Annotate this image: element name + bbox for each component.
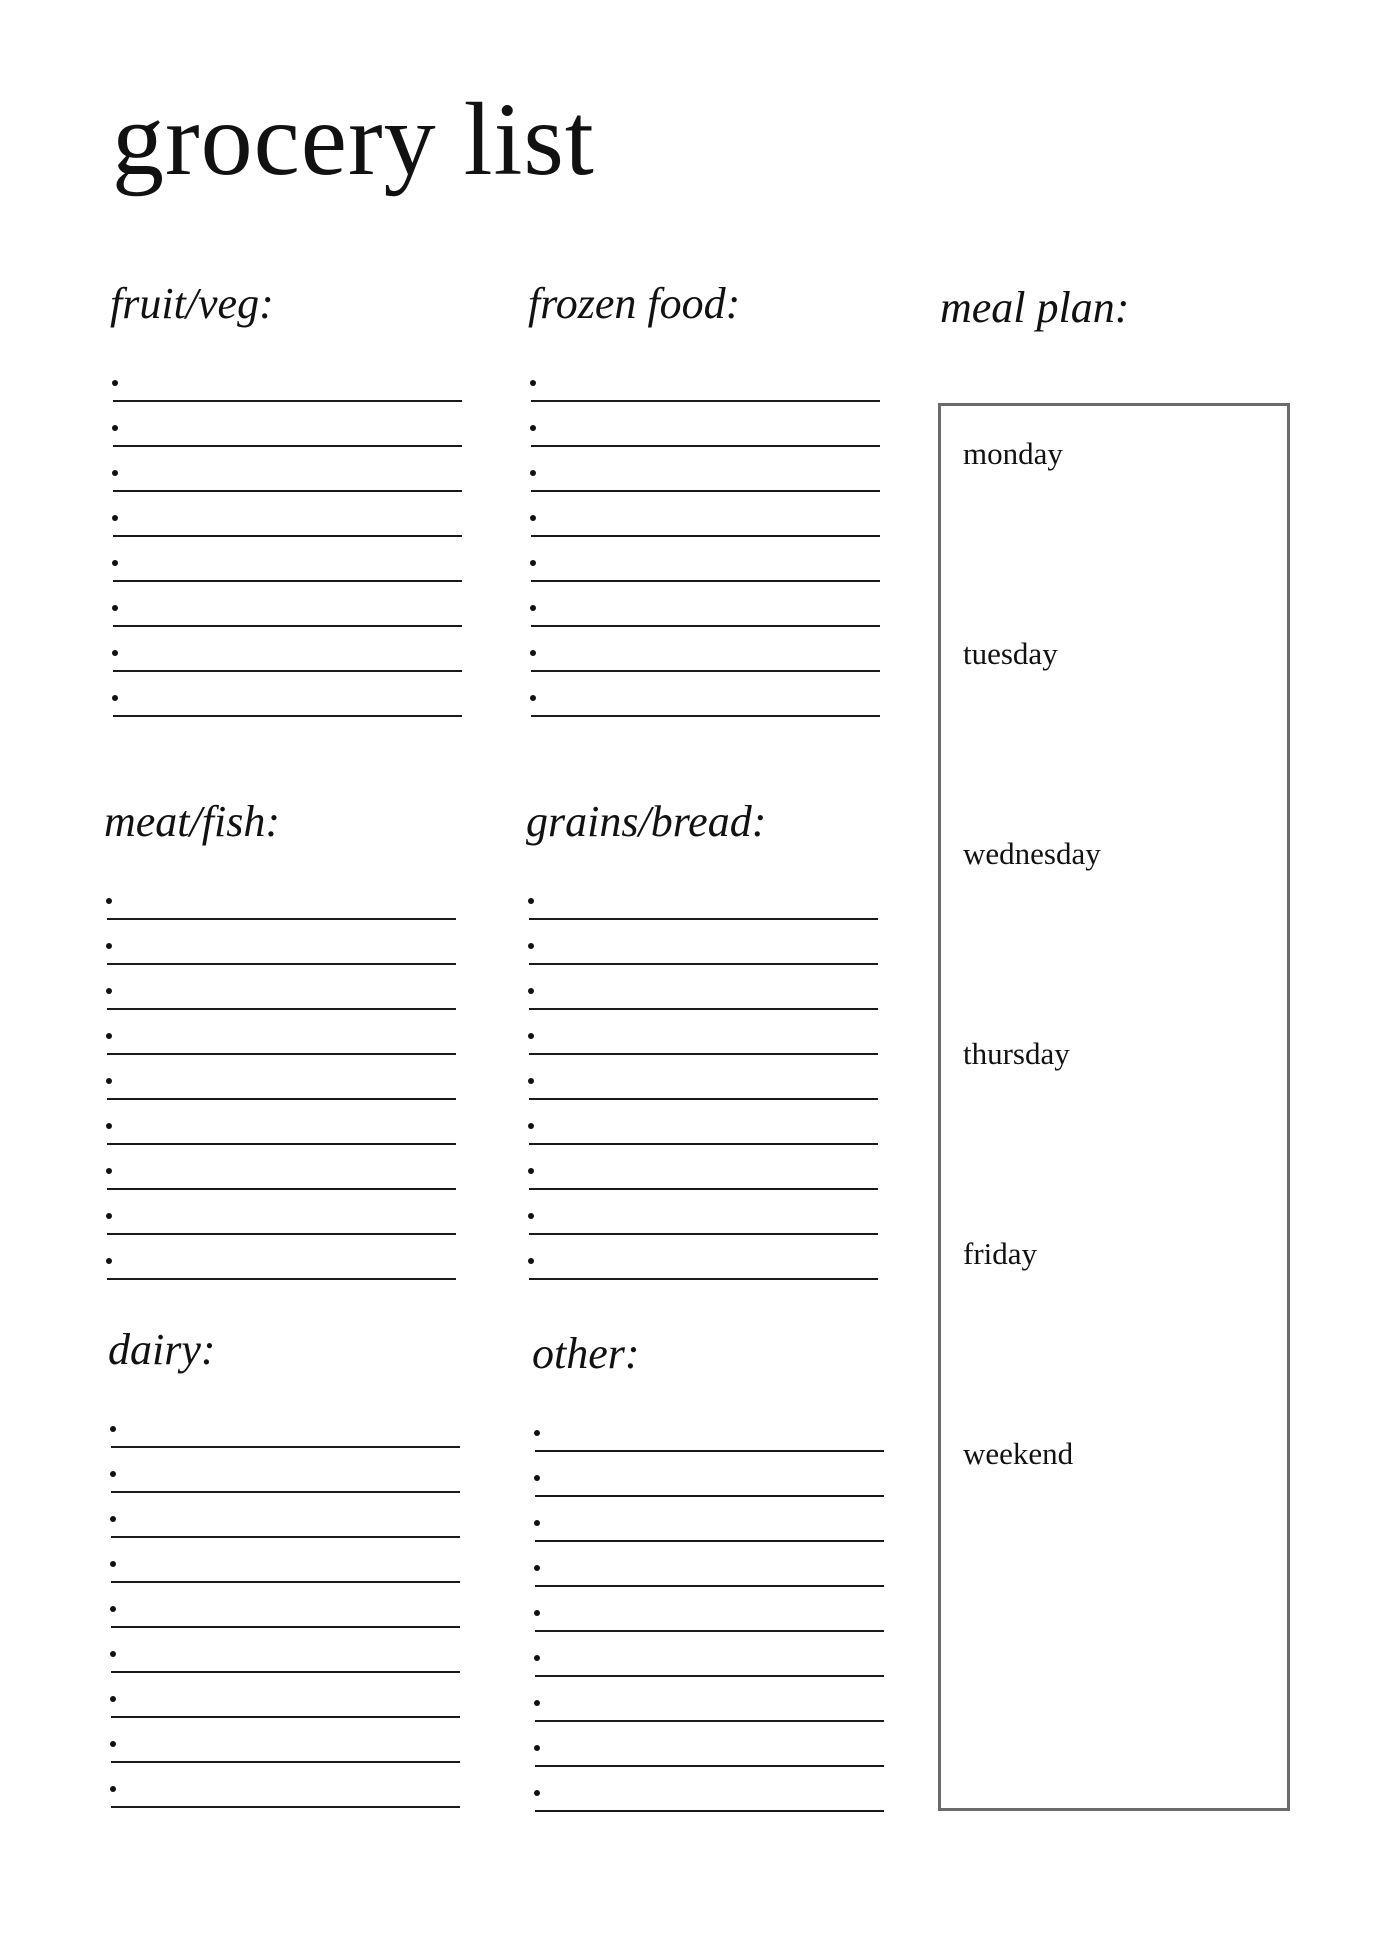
list-item[interactable] (528, 374, 880, 419)
bullet-icon (110, 1696, 116, 1702)
write-in-line[interactable] (529, 1053, 878, 1055)
list-item[interactable] (104, 1162, 456, 1207)
write-in-line[interactable] (529, 963, 878, 965)
page-title: grocery list (112, 82, 595, 197)
section-heading: frozen food: (528, 279, 741, 328)
bullet-icon (530, 650, 536, 656)
list-rows (108, 1420, 460, 1825)
write-in-line[interactable] (535, 1765, 884, 1767)
bullet-icon (528, 988, 534, 994)
write-in-line[interactable] (107, 963, 456, 965)
bullet-icon (112, 425, 118, 431)
write-in-line[interactable] (113, 445, 462, 447)
write-in-line[interactable] (531, 670, 880, 672)
list-item[interactable] (110, 509, 462, 554)
write-in-line[interactable] (107, 1188, 456, 1190)
list-item[interactable] (110, 689, 462, 734)
bullet-icon (534, 1475, 540, 1481)
write-in-line[interactable] (531, 715, 880, 717)
write-in-line[interactable] (531, 580, 880, 582)
bullet-icon (528, 1258, 534, 1264)
bullet-icon (530, 515, 536, 521)
write-in-line[interactable] (529, 1188, 878, 1190)
list-item[interactable] (108, 1600, 460, 1645)
list-item[interactable] (110, 644, 462, 689)
section-heading: grains/bread: (526, 797, 767, 846)
list-item[interactable] (110, 374, 462, 419)
write-in-line[interactable] (535, 1450, 884, 1452)
list-item[interactable] (108, 1690, 460, 1735)
bullet-icon (112, 560, 118, 566)
list-item[interactable] (532, 1784, 884, 1829)
list-item[interactable] (108, 1510, 460, 1555)
write-in-line[interactable] (111, 1536, 460, 1538)
write-in-line[interactable] (531, 400, 880, 402)
list-rows (110, 374, 462, 734)
list-item[interactable] (526, 892, 878, 937)
bullet-icon (534, 1700, 540, 1706)
section-other (532, 1329, 884, 1829)
write-in-line[interactable] (113, 670, 462, 672)
write-in-line[interactable] (529, 1098, 878, 1100)
list-item[interactable] (110, 419, 462, 464)
write-in-line[interactable] (529, 1278, 878, 1280)
write-in-line[interactable] (113, 580, 462, 582)
bullet-icon (106, 898, 112, 904)
bullet-icon (534, 1790, 540, 1796)
write-in-line[interactable] (535, 1720, 884, 1722)
list-item[interactable] (526, 1252, 878, 1297)
list-item[interactable] (526, 1207, 878, 1252)
list-item[interactable] (526, 1027, 878, 1072)
bullet-icon (112, 605, 118, 611)
list-item[interactable] (532, 1604, 884, 1649)
list-item[interactable] (532, 1559, 884, 1604)
write-in-line[interactable] (111, 1626, 460, 1628)
bullet-icon (106, 1078, 112, 1084)
bullet-icon (534, 1520, 540, 1526)
write-in-line[interactable] (107, 918, 456, 920)
list-item[interactable] (108, 1780, 460, 1825)
section-heading: fruit/veg: (110, 279, 274, 328)
section-heading: dairy: (108, 1325, 216, 1374)
bullet-icon (528, 1033, 534, 1039)
bullet-icon (106, 1123, 112, 1129)
bullet-icon (110, 1786, 116, 1792)
bullet-icon (534, 1745, 540, 1751)
write-in-line[interactable] (113, 535, 462, 537)
day-wednesday: wednesday (963, 836, 1101, 871)
meal-plan-box (938, 403, 1290, 1811)
bullet-icon (530, 560, 536, 566)
day-tuesday: tuesday (963, 636, 1058, 671)
write-in-line[interactable] (529, 1008, 878, 1010)
list-item[interactable] (532, 1514, 884, 1559)
write-in-line[interactable] (113, 625, 462, 627)
bullet-icon (530, 380, 536, 386)
day-thursday: thursday (963, 1036, 1070, 1071)
write-in-line[interactable] (111, 1491, 460, 1493)
list-item[interactable] (532, 1739, 884, 1784)
list-item[interactable] (526, 1162, 878, 1207)
list-item[interactable] (532, 1424, 884, 1469)
bullet-icon (534, 1655, 540, 1661)
write-in-line[interactable] (111, 1446, 460, 1448)
write-in-line[interactable] (535, 1810, 884, 1812)
list-item[interactable] (528, 689, 880, 734)
list-rows (104, 892, 456, 1297)
list-item[interactable] (104, 1027, 456, 1072)
bullet-icon (110, 1516, 116, 1522)
bullet-icon (106, 1213, 112, 1219)
write-in-line[interactable] (107, 1143, 456, 1145)
bullet-icon (106, 988, 112, 994)
bullet-icon (530, 425, 536, 431)
bullet-icon (530, 695, 536, 701)
list-item[interactable] (108, 1555, 460, 1600)
section-frozen-food (528, 279, 880, 734)
write-in-line[interactable] (113, 715, 462, 717)
list-item[interactable] (104, 1252, 456, 1297)
list-item[interactable] (532, 1469, 884, 1514)
list-item[interactable] (526, 937, 878, 982)
bullet-icon (534, 1610, 540, 1616)
list-item[interactable] (108, 1420, 460, 1465)
write-in-line[interactable] (107, 1278, 456, 1280)
bullet-icon (528, 943, 534, 949)
list-item[interactable] (528, 599, 880, 644)
write-in-line[interactable] (111, 1761, 460, 1763)
write-in-line[interactable] (107, 1098, 456, 1100)
list-item[interactable] (110, 554, 462, 599)
list-item[interactable] (528, 554, 880, 599)
list-item[interactable] (528, 464, 880, 509)
day-weekend: weekend (963, 1436, 1074, 1471)
bullet-icon (112, 650, 118, 656)
section-grains-bread (526, 797, 878, 1297)
list-item[interactable] (104, 1117, 456, 1162)
bullet-icon (110, 1426, 116, 1432)
bullet-icon (530, 605, 536, 611)
list-rows (528, 374, 880, 734)
section-fruit-veg (110, 279, 462, 734)
bullet-icon (110, 1651, 116, 1657)
bullet-icon (534, 1430, 540, 1436)
section-dairy (108, 1325, 460, 1825)
write-in-line[interactable] (529, 1233, 878, 1235)
write-in-line[interactable] (107, 1053, 456, 1055)
list-item[interactable] (528, 509, 880, 554)
list-item[interactable] (104, 1207, 456, 1252)
meal-plan-heading: meal plan: (940, 283, 1130, 332)
list-rows (532, 1424, 884, 1829)
write-in-line[interactable] (111, 1671, 460, 1673)
list-item[interactable] (532, 1694, 884, 1739)
bullet-icon (528, 1078, 534, 1084)
list-rows (526, 892, 878, 1297)
list-item[interactable] (108, 1735, 460, 1780)
bullet-icon (110, 1561, 116, 1567)
bullet-icon (106, 943, 112, 949)
bullet-icon (528, 898, 534, 904)
list-item[interactable] (526, 1117, 878, 1162)
day-friday: friday (963, 1236, 1038, 1271)
bullet-icon (110, 1606, 116, 1612)
section-heading: meat/fish: (104, 797, 280, 846)
write-in-line[interactable] (535, 1630, 884, 1632)
bullet-icon (112, 380, 118, 386)
list-item[interactable] (526, 982, 878, 1027)
write-in-line[interactable] (531, 535, 880, 537)
list-item[interactable] (526, 1072, 878, 1117)
bullet-icon (112, 695, 118, 701)
write-in-line[interactable] (531, 490, 880, 492)
list-item[interactable] (104, 937, 456, 982)
list-item[interactable] (528, 419, 880, 464)
bullet-icon (112, 515, 118, 521)
write-in-line[interactable] (111, 1581, 460, 1583)
section-meat-fish (104, 797, 456, 1297)
list-item[interactable] (104, 1072, 456, 1117)
list-item[interactable] (110, 599, 462, 644)
bullet-icon (528, 1213, 534, 1219)
bullet-icon (106, 1258, 112, 1264)
write-in-line[interactable] (531, 445, 880, 447)
list-item[interactable] (108, 1465, 460, 1510)
write-in-line[interactable] (535, 1495, 884, 1497)
bullet-icon (106, 1033, 112, 1039)
section-heading: other: (532, 1329, 640, 1378)
bullet-icon (106, 1168, 112, 1174)
write-in-line[interactable] (111, 1716, 460, 1718)
bullet-icon (530, 470, 536, 476)
write-in-line[interactable] (107, 1008, 456, 1010)
write-in-line[interactable] (531, 625, 880, 627)
write-in-line[interactable] (113, 400, 462, 402)
list-item[interactable] (110, 464, 462, 509)
list-item[interactable] (532, 1649, 884, 1694)
write-in-line[interactable] (529, 1143, 878, 1145)
bullet-icon (112, 470, 118, 476)
write-in-line[interactable] (535, 1675, 884, 1677)
write-in-line[interactable] (529, 918, 878, 920)
day-monday: monday (963, 436, 1063, 471)
list-item[interactable] (104, 892, 456, 937)
list-item[interactable] (104, 982, 456, 1027)
bullet-icon (110, 1471, 116, 1477)
write-in-line[interactable] (113, 490, 462, 492)
bullet-icon (528, 1123, 534, 1129)
list-item[interactable] (528, 644, 880, 689)
write-in-line[interactable] (111, 1806, 460, 1808)
write-in-line[interactable] (107, 1233, 456, 1235)
list-item[interactable] (108, 1645, 460, 1690)
write-in-line[interactable] (535, 1540, 884, 1542)
write-in-line[interactable] (535, 1585, 884, 1587)
bullet-icon (110, 1741, 116, 1747)
bullet-icon (528, 1168, 534, 1174)
bullet-icon (534, 1565, 540, 1571)
